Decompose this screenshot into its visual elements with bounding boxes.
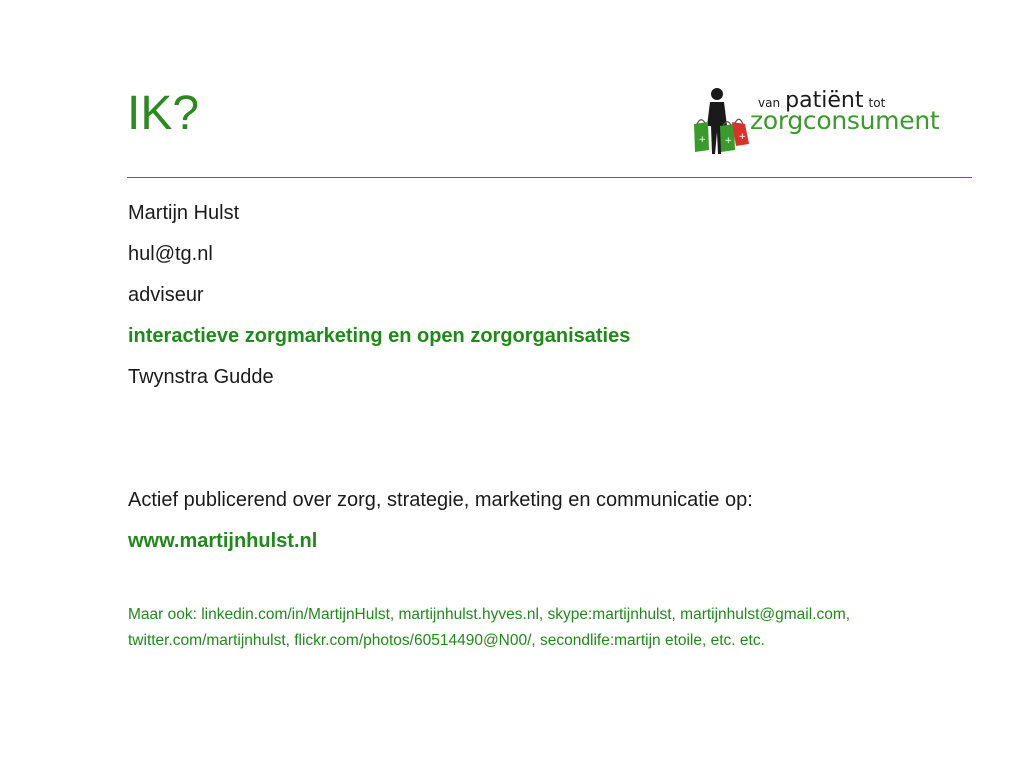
publishing-intro: Actief publicerend over zorg, strategie, marketing en communicatie op:: [128, 489, 753, 511]
website-link[interactable]: www.martijnhulst.nl: [128, 530, 318, 552]
logo-word-tot: tot: [868, 96, 886, 110]
logo-word-patient: patiënt: [785, 88, 864, 113]
logo-word-zorgconsument: zorgconsument: [750, 106, 940, 135]
svg-text:+: +: [738, 132, 747, 142]
slide-title: IK?: [127, 87, 200, 140]
profile-name: Martijn Hulst: [128, 202, 240, 224]
also-links-line-2: twitter.com/martijnhulst, flickr.com/photos/60514490@N00/, secondlife:martijn etoile, etc. etc.: [128, 632, 765, 649]
profile-role: adviseur: [128, 284, 204, 306]
svg-text:+: +: [698, 135, 707, 145]
profile-specialty: interactieve zorgmarketing en open zorgorganisaties: [128, 325, 631, 347]
svg-text:+: +: [724, 136, 733, 146]
logo-word-van: van: [758, 96, 781, 110]
person-with-bags-icon: [690, 86, 752, 158]
profile-company: Twynstra Gudde: [128, 366, 274, 388]
patient-zorgconsument-logo: [690, 86, 950, 158]
profile-email: hul@tg.nl: [128, 243, 213, 265]
also-links-line-1: Maar ook: linkedin.com/in/MartijnHulst, martijnhulst.hyves.nl, skype:martijnhulst, martijnhulst@gmail.com,: [128, 606, 851, 623]
title-divider: [127, 177, 972, 178]
